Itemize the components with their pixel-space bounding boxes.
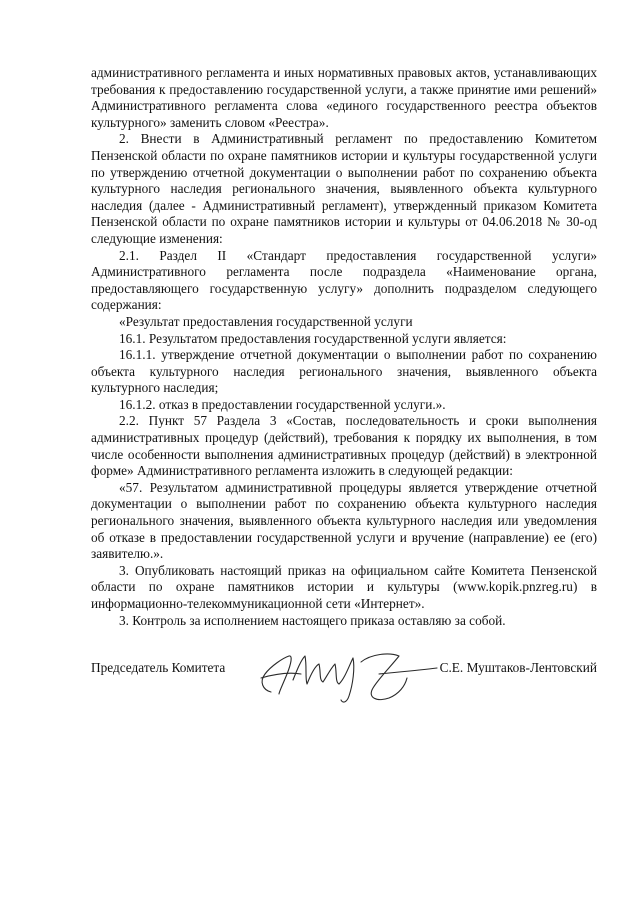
paragraph-item-2: 2. Внести в Административный регламент по предоставлению Комитетом Пензенской области по охране памятников истории и культуры государственной услуги по утверждению отчетной документации о выполнении работ по сохранению объекта культурного наследия регионального значения, выявленного объекта культурного наследия (далее - Административный регламент), утвержденный приказом Комитета Пензенской области по охране памятников истории и культуры от 04.06.2018 № 30-од следующие изменения: xyxy=(91,131,597,246)
signature-block xyxy=(91,652,597,712)
paragraph-item-16-1-2: 16.1.2. отказ в предоставлении государственной услуги.». xyxy=(119,396,446,412)
paragraph-item-3-publish: 3. Опубликовать настоящий приказ на официальном сайте Комитета Пензенской области по охране памятников истории и культуры (www.kopik.pnzreg.ru) в информационно-телекоммуникационной сети «Интернет». xyxy=(91,562,597,611)
paragraph-item-57: «57. Результатом административной процедуры является утверждение отчетной документации о выполнении работ по сохранению объекта культурного наследия регионального значения, выявленного объекта культурного наследия или уведомления об отказе в предоставлении государственной услуги и вручение (направление) ее (его) заявителю.». xyxy=(91,479,597,562)
paragraph-item-2-1: 2.1. Раздел II «Стандарт предоставления государственной услуги» Административного регламента после подраздела «Наименование органа, предоставляющего государственную услугу» дополнить подразделом следующего содержания: xyxy=(91,247,597,313)
handwritten-signature xyxy=(249,644,439,706)
paragraph-item-2-2: 2.2. Пункт 57 Раздела 3 «Состав, последовательность и сроки выполнения административных процедур (действий), требования к порядку их выполнения, в том числе особенности выполнения административных процедур (действий) в электронной форме» Административного регламента изложить в следующей редакции: xyxy=(91,413,597,479)
document-body xyxy=(91,65,597,629)
paragraph-continuation: административного регламента и иных нормативных правовых актов, устанавливающих требования к предоставлению государственной услуги, а также принятие ими решений» Административного регламента слова «единого государственного реестра объектов культурного» заменить словом «Реестра». xyxy=(91,65,597,130)
paragraph-item-3-control: 3. Контроль за исполнением настоящего приказа оставляю за собой. xyxy=(119,612,506,628)
signatory-title: Председатель Комитета xyxy=(91,660,226,675)
paragraph-item-16-1-1: 16.1.1. утверждение отчетной документации о выполнении работ по сохранению объекта культурного наследия регионального значения, выявленного объекта культурного наследия; xyxy=(91,347,597,396)
paragraph-item-16-1: 16.1. Результатом предоставления государственной услуги является: xyxy=(119,330,507,346)
subsection-heading: «Результат предоставления государственной услуги xyxy=(119,313,413,329)
signatory-name: С.Е. Муштаков-Лентовский xyxy=(439,660,597,675)
